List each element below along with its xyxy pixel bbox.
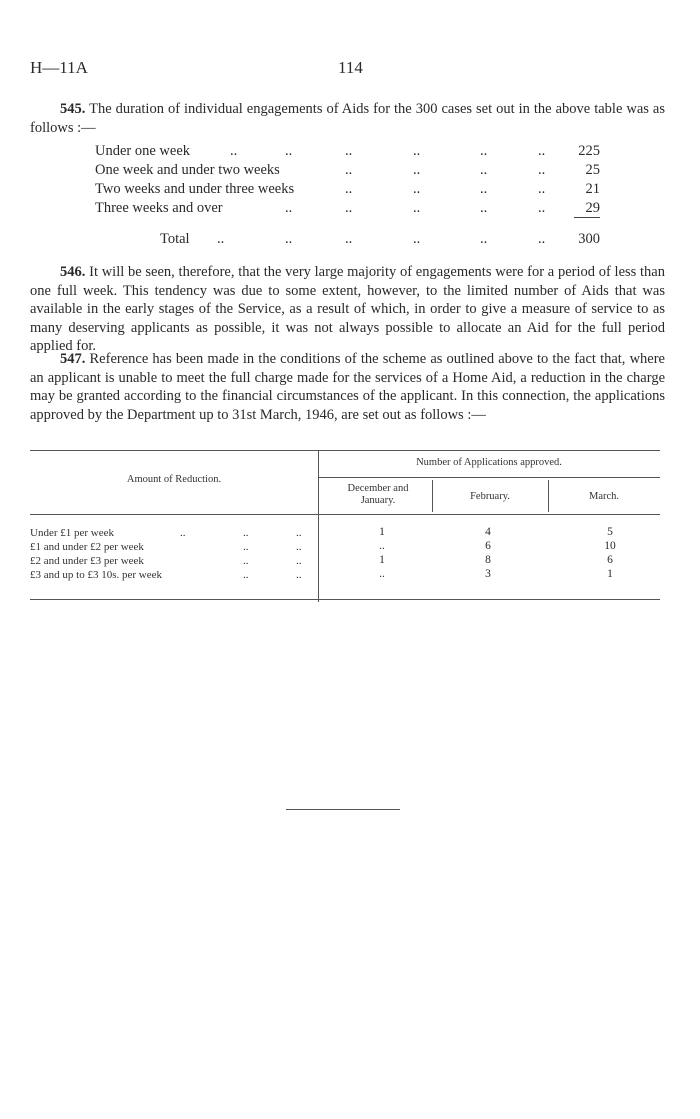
paragraph-number: 546.	[60, 264, 86, 280]
leader-dots: ..	[413, 231, 421, 247]
duration-label: Under one week	[95, 143, 191, 159]
table-cell: 10	[604, 540, 616, 552]
leader-dots: ..	[345, 143, 353, 159]
leader-dots: ..	[480, 200, 488, 216]
leader-dots: ..	[413, 200, 421, 216]
duration-value: 225	[578, 143, 600, 159]
leader-dots: ..	[413, 162, 421, 178]
table-cell: 1	[607, 568, 613, 580]
leader-dots: ..	[538, 162, 546, 178]
row-label: £3 and up to £3 10s. per week	[30, 569, 162, 581]
leader-dots: ..	[285, 200, 293, 216]
leader-dots: ..	[243, 555, 249, 567]
table-cell: 5	[607, 526, 613, 538]
row-label: Under £1 per week	[30, 527, 114, 539]
paragraph-text: The duration of individual engagements of Aids for the 300 cases set out in the above table was as follows :—	[30, 101, 665, 136]
duration-row	[95, 143, 600, 162]
paragraph-546	[30, 263, 665, 356]
leader-dots: ..	[243, 569, 249, 581]
column-divider	[318, 450, 319, 602]
leader-dots: ..	[243, 527, 249, 539]
leader-dots: ..	[480, 162, 488, 178]
table-top-rule	[30, 450, 660, 451]
table-cell: 1	[379, 526, 385, 538]
table-cell: 1	[379, 554, 385, 566]
reductions-table	[30, 450, 660, 605]
paragraph-number: 545.	[60, 101, 86, 117]
duration-label: One week and under two weeks	[95, 162, 280, 178]
duration-total-row	[95, 231, 600, 250]
leader-dots: ..	[538, 231, 546, 247]
paragraph-text: Reference has been made in the conditions of the scheme as outlined above to the fact that, where an applicant is unable to meet the full charge made for the services of a Home Aid, a reduction in the charge may be granted according to the financial circumstances of the applicant. In this connection, the applications approved by the Department up to 31st March, 1946, are set out as follows :—	[30, 351, 665, 423]
total-label: Total	[160, 231, 190, 247]
table-cell: 4	[485, 526, 491, 538]
leader-dots: ..	[538, 181, 546, 197]
column-header-march: March.	[588, 491, 620, 502]
leader-dots: ..	[480, 231, 488, 247]
table-cell: 3	[485, 568, 491, 580]
paragraph-545	[30, 100, 665, 137]
leader-dots: ..	[345, 181, 353, 197]
row-label: £2 and under £3 per week	[30, 555, 144, 567]
table-cell: 8	[485, 554, 491, 566]
table-bottom-rule	[30, 599, 660, 600]
leader-dots: ..	[296, 527, 302, 539]
leader-dots: ..	[480, 181, 488, 197]
leader-dots: ..	[217, 231, 225, 247]
header-bottom-rule	[30, 514, 660, 515]
leader-dots: ..	[345, 200, 353, 216]
paragraph-text: It will be seen, therefore, that the very large majority of engagements were for a period of less than one full week. This tendency was due to some extent, however, to the limited number of Aids that was available in the early stages of the Service, as a result of which, in order to give a measure of service to as many deserving applicants as possible, it was not always possible to allocate an Aid for the full period applied for.	[30, 264, 665, 355]
leader-dots: ..	[285, 231, 293, 247]
page-number: 114	[338, 58, 363, 77]
leader-dots: ..	[296, 555, 302, 567]
leader-dots: ..	[345, 231, 353, 247]
duration-row	[95, 200, 600, 219]
leader-dots: ..	[538, 143, 546, 159]
column-header-dec-jan: December and January.	[347, 483, 409, 506]
paragraph-547	[30, 350, 665, 424]
leader-dots: ..	[480, 143, 488, 159]
leader-dots: ..	[296, 569, 302, 581]
row-header: Amount of Reduction.	[126, 474, 222, 485]
duration-value: 29	[585, 200, 600, 216]
duration-row	[95, 181, 600, 200]
leader-dots: ..	[180, 527, 186, 539]
leader-dots: ..	[285, 143, 293, 159]
leader-dots: ..	[296, 541, 302, 553]
end-rule	[286, 809, 400, 810]
total-value: 300	[578, 231, 600, 247]
duration-row	[95, 162, 600, 181]
duration-value: 21	[585, 181, 600, 197]
leader-dots: ..	[413, 181, 421, 197]
leader-dots: ..	[413, 143, 421, 159]
group-header-rule	[318, 477, 660, 478]
column-header-feb: February.	[470, 491, 510, 502]
document-reference: H—11A	[30, 58, 88, 77]
leader-dots: ..	[243, 541, 249, 553]
table-cell: 6	[607, 554, 613, 566]
duration-label: Two weeks and under three weeks	[95, 181, 295, 197]
group-header: Number of Applications approved.	[416, 457, 562, 468]
duration-label: Three weeks and over	[95, 200, 223, 216]
leader-dots: ..	[345, 162, 353, 178]
leader-dots: ..	[538, 200, 546, 216]
sum-rule	[574, 217, 600, 218]
paragraph-number: 547.	[60, 351, 86, 367]
row-label: £1 and under £2 per week	[30, 541, 144, 553]
table-cell: 6	[485, 540, 491, 552]
duration-value: 25	[585, 162, 600, 178]
table-cell: ..	[379, 540, 385, 552]
page-header	[30, 58, 670, 80]
table-cell: ..	[379, 568, 385, 580]
leader-dots: ..	[230, 143, 238, 159]
